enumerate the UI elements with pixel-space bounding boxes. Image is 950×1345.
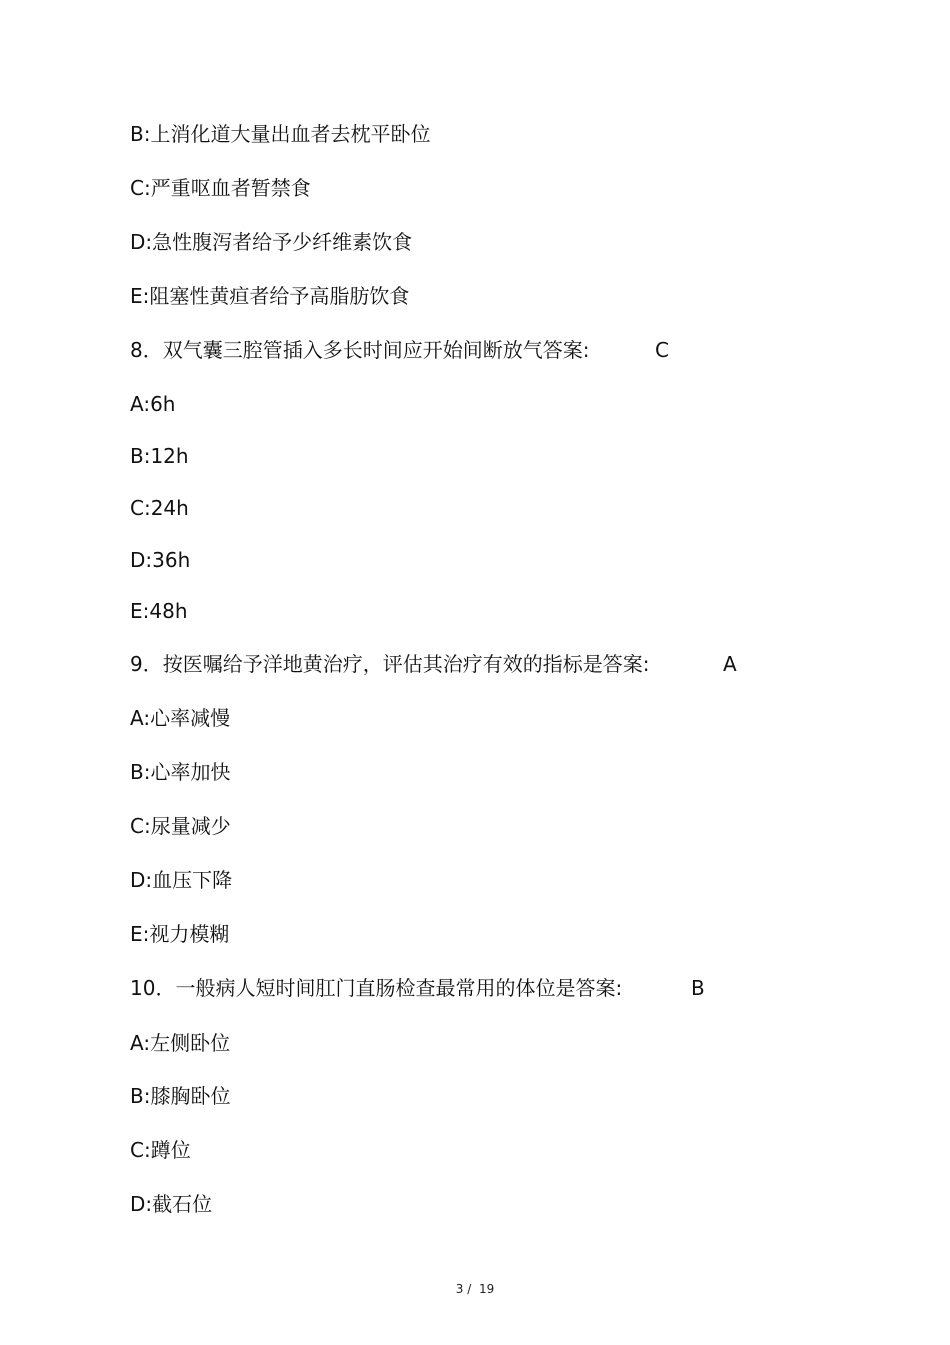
option-line: C:尿量减少 [130, 814, 231, 838]
option-line: B:上消化道大量出血者去枕平卧位 [130, 122, 431, 146]
option-line: E:阻塞性黄疸者给予高脂肪饮食 [130, 284, 410, 308]
page-number [0, 1281, 950, 1297]
option-line: D:血压下降 [130, 868, 233, 892]
question-text: 9．按医嘱给予洋地黄治疗，评估其治疗有效的指标是答案: [130, 652, 650, 676]
option-line: B:心率加快 [130, 760, 231, 784]
question-9 [130, 651, 830, 677]
option-line: A:6h [130, 392, 176, 416]
page-current: 3 [455, 1282, 464, 1296]
option-line: C:严重呕血者暂禁食 [130, 176, 311, 200]
question-8 [130, 337, 830, 363]
option-line: E:视力模糊 [130, 922, 230, 946]
option-line: E:48h [130, 599, 188, 623]
option-line: A:左侧卧位 [130, 1031, 231, 1055]
option-line: C:蹲位 [130, 1138, 191, 1162]
answer-letter: B [691, 976, 705, 1000]
option-line: A:心率减慢 [130, 706, 231, 730]
option-line: D:急性腹泻者给予少纤维素饮食 [130, 230, 413, 254]
option-line: B:膝胸卧位 [130, 1084, 231, 1108]
page-total: 19 [478, 1282, 495, 1296]
option-line: D:36h [130, 548, 191, 572]
answer-letter: A [723, 652, 737, 676]
answer-letter: C [655, 338, 669, 362]
option-line: B:12h [130, 444, 189, 468]
question-text: 8．双气囊三腔管插入多长时间应开始间断放气答案: [130, 338, 590, 362]
question-10 [130, 975, 830, 1001]
question-text: 10．一般病人短时间肛门直肠检查最常用的体位是答案: [130, 976, 623, 1000]
option-line: C:24h [130, 496, 189, 520]
page-separator: / [467, 1282, 472, 1296]
option-line: D:截石位 [130, 1192, 213, 1216]
